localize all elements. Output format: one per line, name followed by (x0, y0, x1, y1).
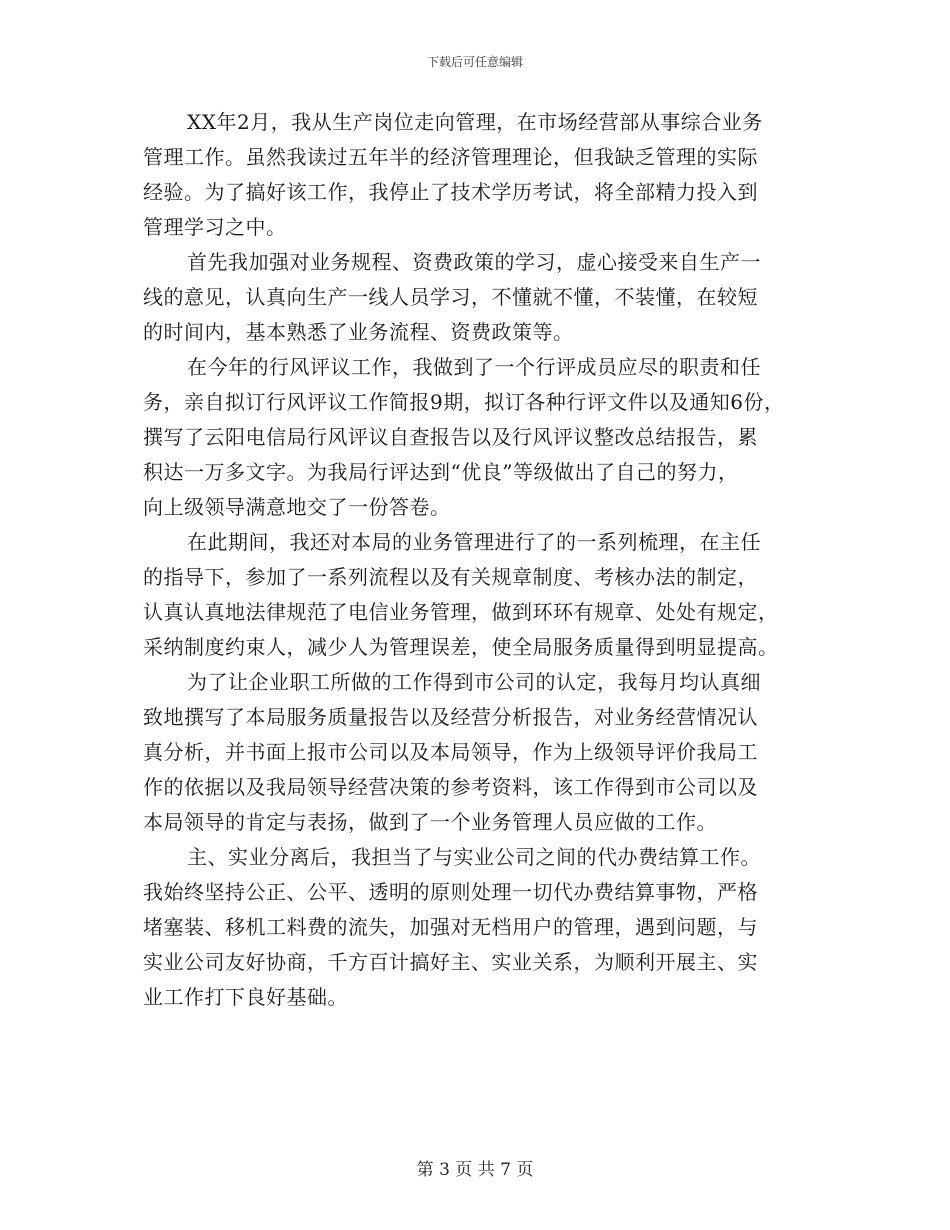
text-line: 在此期间，我还对本局的业务管理进行了的一系列梳理，在主任 (187, 530, 761, 554)
paragraph-3 (143, 350, 843, 525)
text-line: 首先我加强对业务规程、资费政策的学习，虚心接受来自生产一 (187, 250, 761, 274)
text-line: 在今年的行风评议工作，我做到了一个行评成员应尽的职责和任 (187, 355, 761, 379)
text-line: 经验。为了搞好该工作，我停止了技术学历考试，将全部精力投入到 (143, 180, 758, 204)
text-line: 堵塞装、移机工料费的流失，加强对无档用户的管理，遇到问题，与 (143, 915, 758, 939)
text-line: 致地撰写了本局服务质量报告以及经营分析报告，对业务经营情况认 (143, 705, 758, 729)
text-line: 撰写了云阳电信局行风评议自查报告以及行风评议整改总结报告，累 (143, 425, 758, 449)
text-line: 的指导下，参加了一系列流程以及有关规章制度、考核办法的制定， (143, 565, 758, 589)
text-line: 务，亲自拟订行风评议工作简报9期，拟订各种行评文件以及通知6份， (143, 390, 785, 414)
text-line: 积达一万多文字。为我局行评达到“优良”等级做出了自己的努力， (143, 460, 739, 484)
paragraph-1 (143, 105, 843, 245)
text-line: 采纳制度约束人，减少人为管理误差，使全局服务质量得到明显提高。 (143, 635, 779, 659)
text-line: 业工作打下良好基础。 (143, 985, 348, 1009)
text-line: 我始终坚持公正、公平、透明的原则处理一切代办费结算事物，严格 (143, 880, 758, 904)
text-line: XX年2月，我从生产岗位走向管理，在市场经营部从事综合业务 (187, 110, 763, 134)
text-line: 线的意见，认真向生产一线人员学习，不懂就不懂，不装懂，在较短 (143, 285, 758, 309)
text-line: 认真认真地法律规范了电信业务管理，做到环环有规章、处处有规定， (143, 600, 779, 624)
text-line: 管理学习之中。 (143, 215, 287, 239)
text-line: 实业公司友好协商，千方百计搞好主、实业关系，为顺利开展主、实 (143, 950, 758, 974)
text-line: 向上级领导满意地交了一份答卷。 (143, 495, 451, 519)
text-line: 的时间内，基本熟悉了业务流程、资费政策等。 (143, 320, 574, 344)
page-number-footer: 第 3 页 共 7 页 (416, 1160, 534, 1180)
paragraph-4 (143, 525, 843, 665)
paragraph-6 (143, 840, 843, 1015)
text-line: 本局领导的肯定与表扬，做到了一个业务管理人员应做的工作。 (143, 810, 717, 834)
page-header: 下载后可任意编辑 (426, 55, 523, 69)
paragraph-2 (143, 245, 843, 350)
document-body (143, 105, 843, 1015)
paragraph-5 (143, 665, 843, 840)
text-line: 为了让企业职工所做的工作得到市公司的认定，我每月均认真细 (187, 670, 761, 694)
text-line: 主、实业分离后，我担当了与实业公司之间的代办费结算工作。 (187, 845, 761, 869)
text-line: 管理工作。虽然我读过五年半的经济管理理论，但我缺乏管理的实际 (143, 145, 758, 169)
text-line: 作的依据以及我局领导经营决策的参考资料，该工作得到市公司以及 (143, 775, 758, 799)
text-line: 真分析，并书面上报市公司以及本局领导，作为上级领导评价我局工 (143, 740, 758, 764)
